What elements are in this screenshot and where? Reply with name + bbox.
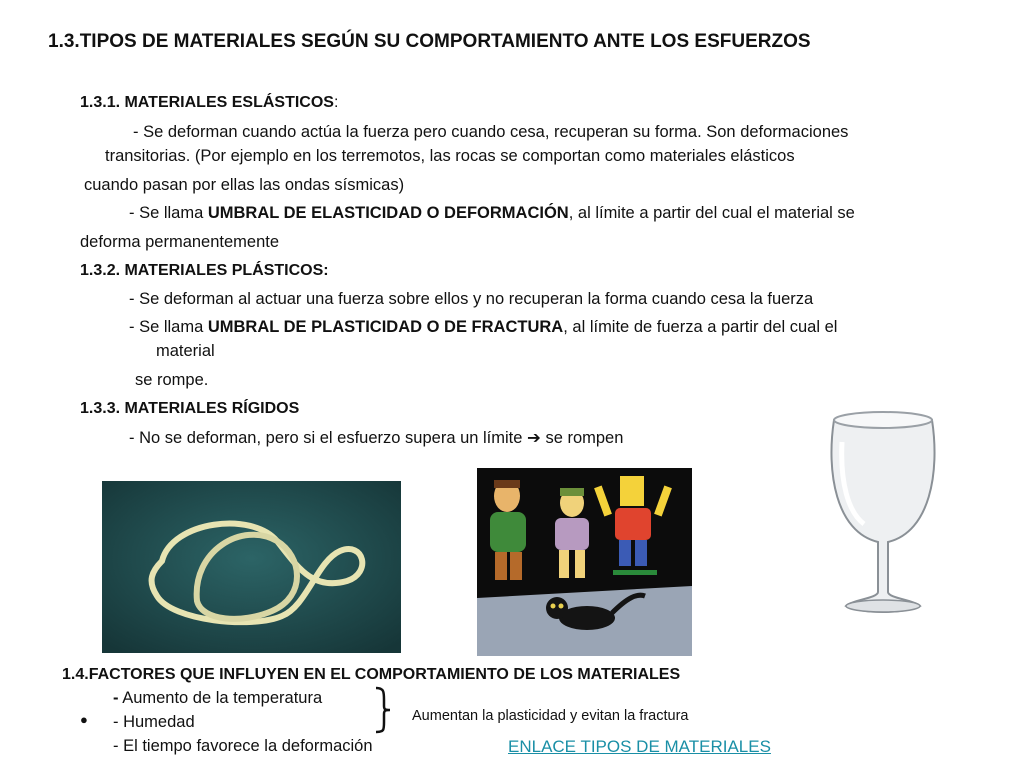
plastic-threshold-term: UMBRAL DE PLASTICIDAD O DE FRACTURA [207,318,564,336]
wine-glass-photo [812,392,954,632]
factor-item-1-text: Aumento de la temperatura [122,689,323,707]
plastic-line-2-pre: - Se llama [129,318,208,336]
brace-icon [372,686,394,734]
elastic-line-4-post: , al límite a partir del cual el material se [568,204,855,222]
plastic-line-1: - Se deforman al actuar una fuerza sobre ellos y no recuperan la forma cuando cesa la fuerza [129,290,814,308]
elastic-line-4-pre: - Se llama [129,204,208,222]
page-title: 1.3.TIPOS DE MATERIALES SEGÚN SU COMPORTAMIENTO ANTE LOS ESFUERZOS [48,31,811,52]
plastic-line-3: material [156,342,215,360]
elastic-line-1: - Se deforman cuando actúa la fuerza pero cuando cesa, recuperan su forma. Son deformaciones [133,123,849,141]
elastic-heading-text: 1.3.1. MATERIALES ESLÁSTICOS [80,94,334,111]
elastic-line-5: deforma permanentemente [80,233,280,251]
rubber-band-photo [102,481,401,653]
plastic-line-2-post: , al límite de fuerza a partir del cual el [563,318,838,336]
plastic-line-4: se rompe. [135,371,209,389]
rigid-line-1 [129,428,623,448]
plastic-heading: 1.3.2. MATERIALES PLÁSTICOS: [80,262,329,279]
plastic-line-2 [129,318,837,337]
rigid-heading: 1.3.3. MATERIALES RÍGIDOS [80,400,300,417]
factor-item-1-dash: - [113,689,119,707]
arrow-icon: ➔ [527,429,541,447]
rigid-line-1-pre: - No se deforman, pero si el esfuerzo supera un límite [129,429,528,447]
elastic-line-2: transitorias. (Por ejemplo en los terremotos, las rocas se comportan como materiales elásticos [105,147,795,165]
factor-item-2: - Humedad [113,713,195,731]
factor-item-1 [113,689,322,708]
brace-note: Aumentan la plasticidad y evitan la fractura [412,708,689,724]
elastic-heading-colon: : [333,94,339,111]
rigid-line-1-post: se rompen [540,429,624,447]
elastic-threshold-term: UMBRAL DE ELASTICIDAD O DEFORMACIÓN [207,204,569,222]
elastic-line-3: cuando pasan por ellas las ondas sísmicas) [84,176,405,194]
materials-types-link[interactable]: ENLACE TIPOS DE MATERIALES [508,737,771,756]
elastic-line-4 [129,204,855,223]
elastic-heading [80,94,338,112]
bullet-icon: ● [80,712,88,727]
clay-figures-photo [477,468,692,656]
factor-item-3: - El tiempo favorece la deformación [113,737,373,755]
factors-heading: 1.4.FACTORES QUE INFLUYEN EN EL COMPORTAMIENTO DE LOS MATERIALES [62,666,681,683]
